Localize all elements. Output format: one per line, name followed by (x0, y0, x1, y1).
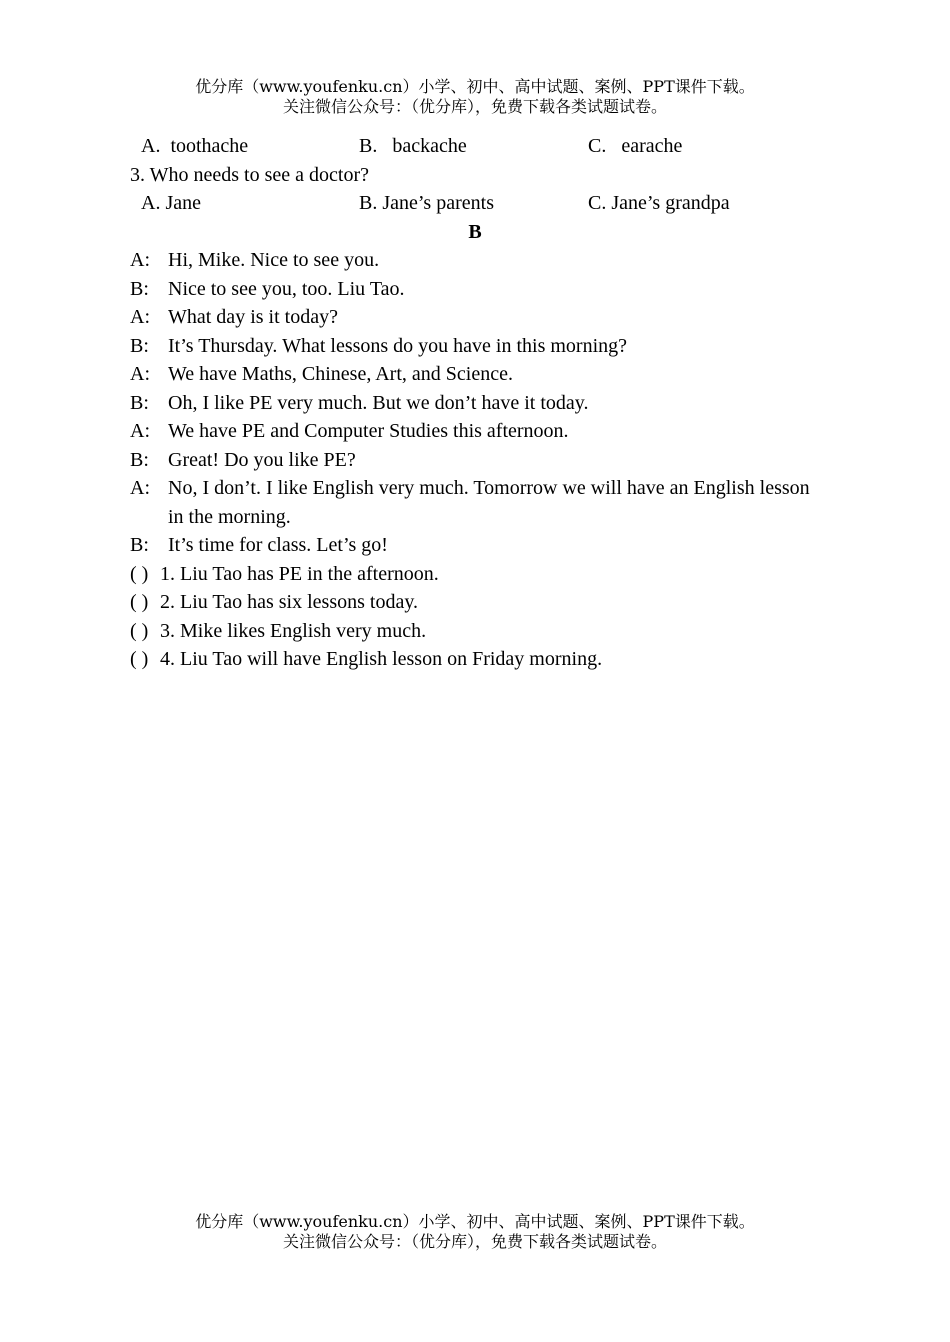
answer-blank: ( ) (130, 619, 149, 642)
dialogue-line (130, 446, 830, 475)
dialogue-line (130, 389, 830, 418)
dialogue-text: It’s time for class. Let’s go! (168, 534, 388, 556)
speaker: A: (130, 249, 150, 271)
speaker: A: (130, 420, 150, 442)
speaker: B: (130, 391, 149, 414)
question-text: 1. Liu Tao has PE in the afternoon. (160, 562, 439, 585)
speaker: A: (130, 306, 150, 328)
dialogue-line (130, 531, 830, 560)
speaker: B: (130, 448, 149, 471)
footer-line-1: 优分库（www.youfenku.cn）小学、初中、高中试题、案例、PPT课件下载。 (195, 1212, 755, 1231)
dialogue-text: We have Maths, Chinese, Art, and Science. (168, 363, 513, 385)
q3-option-b: B. Jane’s parents (359, 192, 494, 214)
q3-option-c: C. Jane’s grandpa (588, 192, 730, 214)
q2-option-a: A. toothache (141, 135, 249, 157)
dialogue-line (130, 360, 830, 389)
answer-blank: ( ) (130, 562, 149, 585)
dialogue-line (130, 303, 830, 332)
dialogue-text: Hi, Mike. Nice to see you. (168, 249, 380, 271)
footer-line-2: 关注微信公众号：（优分库），免费下载各类试题试卷。 (282, 1232, 667, 1251)
q2-option-c: C. earache (588, 135, 683, 157)
dialogue-line (130, 275, 830, 304)
section-b-title: B (468, 220, 482, 243)
dialogue-text: Great! Do you like PE? (168, 448, 356, 471)
q3-option-a: A. Jane (141, 192, 201, 214)
page-footer (0, 1212, 950, 1252)
question-text: 3. Mike likes English very much. (160, 619, 427, 642)
speaker: B: (130, 277, 149, 300)
page-header (0, 77, 950, 117)
dialogue-text: No, I don’t. I like English very much. Tomorrow we will have an English lesson in the morning. (168, 477, 810, 528)
true-false-questions (130, 560, 830, 674)
tf-question (130, 588, 830, 617)
speaker: B: (130, 334, 149, 357)
tf-question (130, 560, 830, 589)
page-content (130, 132, 830, 674)
dialogue (130, 246, 830, 560)
dialogue-text: Nice to see you, too. Liu Tao. (168, 277, 405, 300)
dialogue-text: We have PE and Computer Studies this afternoon. (168, 420, 569, 442)
dialogue-line (130, 417, 830, 446)
answer-blank: ( ) (130, 591, 149, 613)
speaker: B: (130, 534, 149, 556)
speaker: A: (130, 363, 150, 385)
q3-options (130, 189, 830, 218)
speaker: A: (130, 477, 150, 499)
dialogue-line (130, 246, 830, 275)
dialogue-text: What day is it today? (168, 306, 338, 328)
q2-option-b: B. backache (359, 135, 467, 157)
q2-options (130, 132, 830, 161)
dialogue-line (130, 332, 830, 361)
q3-question: 3. Who needs to see a doctor? (130, 163, 369, 186)
dialogue-line (130, 474, 830, 531)
header-line-1: 优分库（www.youfenku.cn）小学、初中、高中试题、案例、PPT课件下载。 (195, 77, 755, 96)
question-text: 2. Liu Tao has six lessons today. (160, 591, 419, 613)
tf-question (130, 617, 830, 646)
header-line-2: 关注微信公众号：（优分库），免费下载各类试题试卷。 (282, 97, 667, 116)
dialogue-text: Oh, I like PE very much. But we don’t have it today. (168, 391, 589, 414)
question-text: 4. Liu Tao will have English lesson on Friday morning. (160, 648, 603, 670)
dialogue-text: It’s Thursday. What lessons do you have in this morning? (168, 334, 628, 357)
tf-question (130, 645, 830, 674)
answer-blank: ( ) (130, 648, 149, 670)
